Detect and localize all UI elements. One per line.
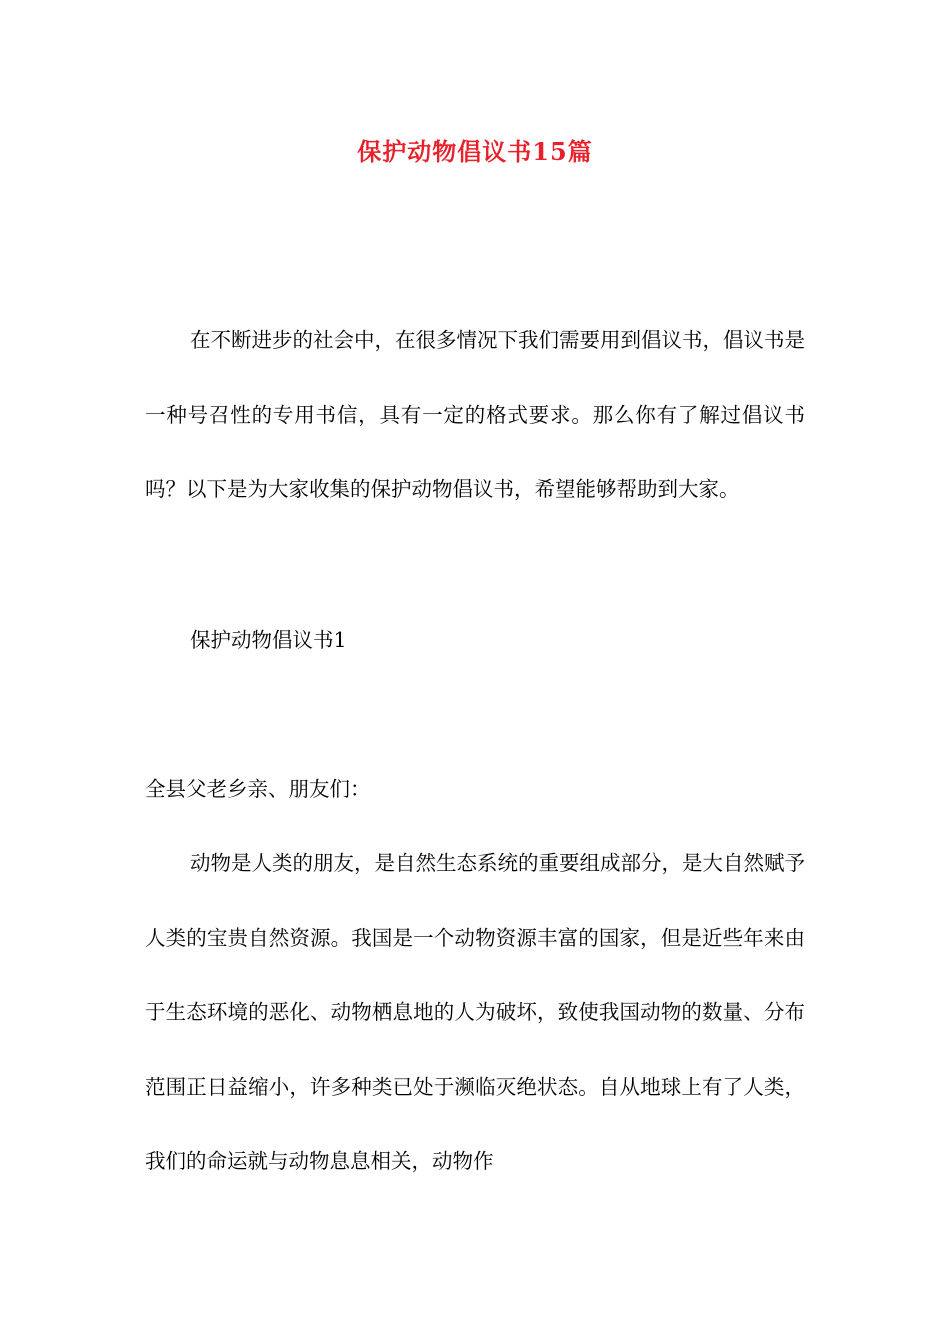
intro-paragraph: 在不断进步的社会中，在很多情况下我们需要用到倡议书，倡议书是一种号召性的专用书信，具有一定的格式要求。那么你有了解过倡议书吗？以下是为大家收集的保护动物倡议书，希望能够帮助到大家。 bbox=[145, 328, 805, 501]
body-paragraph: 动物是人类的朋友，是自然生态系统的重要组成部分，是大自然赋予人类的宝贵自然资源。我国是一个动物资源丰富的国家，但是近些年来由于生态环境的恶化、动物栖息地的人为破坏，致使我国动物的数量、分布范围正日益缩小，许多种类已处于濒临灭绝状态。自从地球上有了人类，我们的命运就与动物息息相关，动物作 bbox=[145, 851, 805, 1173]
section-heading: 保护动物倡议书1 bbox=[190, 628, 347, 652]
document-title: 保护动物倡议书15篇 bbox=[357, 137, 593, 166]
greeting-line: 全县父老乡亲、朋友们： bbox=[145, 777, 371, 801]
